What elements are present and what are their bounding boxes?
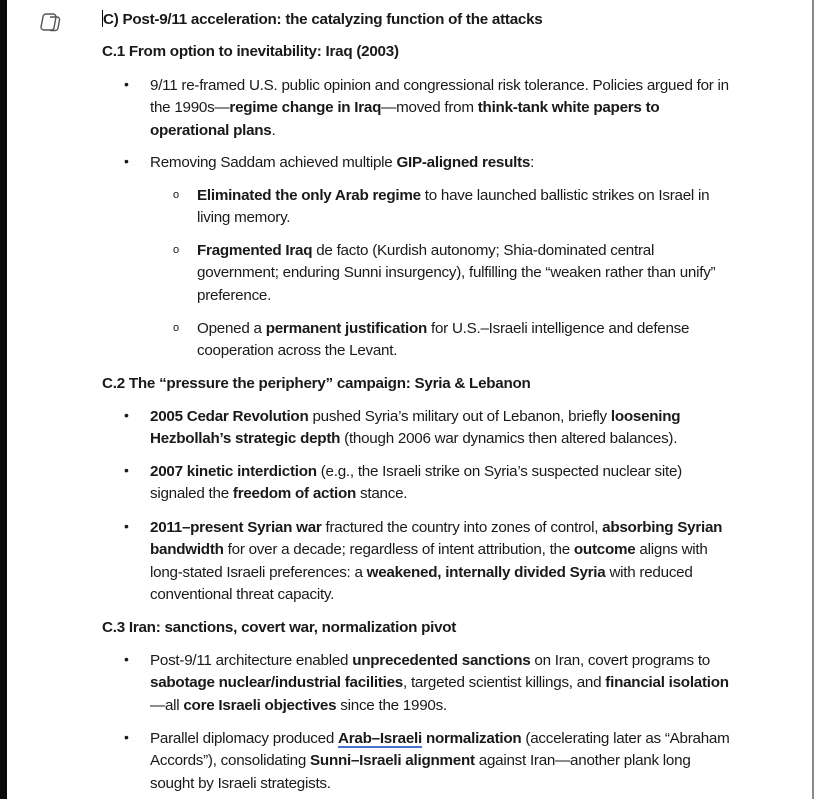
list-item: Post-9/11 architecture enabled unprecedented sanctions on Iran, covert programs to sabotage nuclear/industrial facilities, targeted scientist killings, and financial isolation—all core Israeli objectives since the 1990s. xyxy=(150,652,729,714)
list-item: Parallel diplomacy produced Arab–Israeli normalization (accelerating later as “Abraham Accords”), consolidating Sunni–Israeli alignment against Iran—another plank long sought by Israeli strategists. xyxy=(150,730,730,792)
list-subitem: Opened a permanent justification for U.S.–Israeli intelligence and defense cooperation across the Levant. xyxy=(197,320,690,360)
copilot-icon[interactable] xyxy=(38,11,62,33)
c1-heading: C.1 From option to inevitability: Iraq (2003) xyxy=(102,43,399,60)
c2-heading: C.2 The “pressure the periphery” campaign: Syria & Lebanon xyxy=(102,375,531,392)
list-item: Removing Saddam achieved multiple GIP-aligned results: xyxy=(150,154,535,171)
list-item: 2005 Cedar Revolution pushed Syria’s military out of Lebanon, briefly loosening Hezbollah’s strategic depth (though 2006 war dynamics then altered balances). xyxy=(150,408,681,448)
window-edge xyxy=(0,0,7,799)
bullet-icon: • xyxy=(124,153,129,169)
bullet-icon: • xyxy=(124,76,129,92)
list-subitem: Eliminated the only Arab regime to have launched ballistic strikes on Israel in living memory. xyxy=(197,187,710,227)
bullet-icon: • xyxy=(124,462,129,478)
section-c-heading: C) Post-9/11 acceleration: the catalyzing function of the attacks xyxy=(103,11,543,28)
bullet-icon: • xyxy=(124,518,129,534)
list-subitem: Fragmented Iraq de facto (Kurdish autonomy; Shia-dominated central government; enduring Sunni insurgency), fulfilling the “weaken rather than unify” preference. xyxy=(197,242,716,304)
c3-heading: C.3 Iran: sanctions, covert war, normalization pivot xyxy=(102,619,457,636)
list-item: 2007 kinetic interdiction (e.g., the Israeli strike on Syria’s suspected nuclear site) signaled the freedom of action stance. xyxy=(150,463,682,503)
bullet-icon: • xyxy=(124,729,129,745)
subbullet-icon: o xyxy=(173,322,179,334)
subbullet-icon: o xyxy=(173,189,179,201)
bullet-icon: • xyxy=(124,651,129,667)
arab-israeli-link[interactable]: Arab–Israeli xyxy=(338,730,422,747)
subbullet-icon: o xyxy=(173,244,179,256)
list-item: 2011–present Syrian war fractured the country into zones of control, absorbing Syrian bandwidth for over a decade; regardless of intent attribution, the outcome aligns with long-stated Israeli preferences: a weakened, internally divided Syria with reduced conventional threat capacity. xyxy=(150,519,723,604)
list-item: 9/11 re-framed U.S. public opinion and congressional risk tolerance. Policies argued for in the 1990s—regime change in Iraq—moved from think-tank white papers to operational plans. xyxy=(150,77,729,139)
bullet-icon: • xyxy=(124,407,129,423)
